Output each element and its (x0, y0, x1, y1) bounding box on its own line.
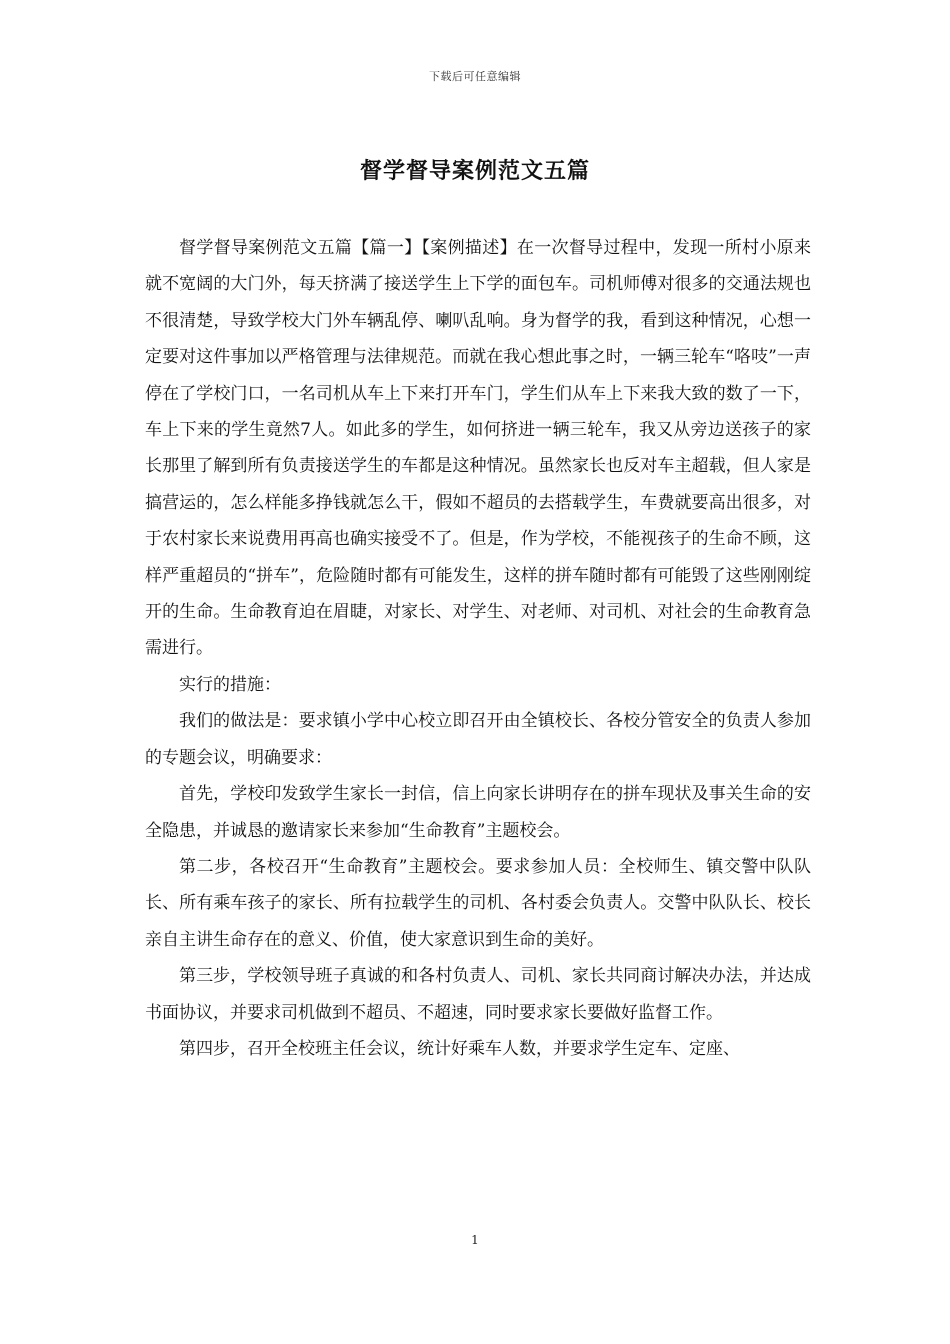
document-title: 督学督导案例范文五篇 (359, 158, 590, 184)
paragraph-step-first: 首先，学校印发致学生家长一封信，信上向家长讲明存在的拼车现状及事关生命的安全隐患，并诚恳的邀请家长来参加“生命教育”主题校会。 (145, 784, 811, 841)
page-number: 1 (471, 1233, 479, 1247)
header-note: 下载后可任意编辑 (429, 70, 521, 83)
paragraph-step-second: 第二步，各校召开“生命教育”主题校会。要求参加人员：全校师生、镇交警中队队长、所有乘车孩子的家长、所有拉载学生的司机、各村委会负责人。交警中队队长、校长亲自主讲生命存在的意义、价值，使大家意识到生命的美好。 (145, 856, 811, 950)
paragraph-measures-heading: 实行的措施： (179, 674, 281, 695)
paragraph-step-fourth: 第四步，召开全校班主任会议，统计好乘车人数，并要求学生定车、定座、 (179, 1038, 740, 1059)
paragraph-step-third: 第三步，学校领导班子真诚的和各村负责人、司机、家长共同商讨解决办法，并达成书面协议，并要求司机做到不超员、不超速，同时要求家长要做好监督工作。 (145, 966, 811, 1023)
paragraph-approach: 我们的做法是：要求镇小学中心校立即召开由全镇校长、各校分管安全的负责人参加的专题会议，明确要求： (145, 711, 811, 768)
paragraph-case-description: 督学督导案例范文五篇【篇一】【案例描述】在一次督导过程中，发现一所村小原来就不宽阔的大门外，每天挤满了接送学生上下学的面包车。司机师傅对很多的交通法规也不很清楚，导致学校大门外车辆乱停、喇叭乱响。身为督学的我，看到这种情况，心想一定要对这件事加以严格管理与法律规范。而就在我心想此事之时，一辆三轮车“咯吱”一声停在了学校门口，一名司机从车上下来打开车门，学生们从车上下来我大致的数了一下，车上下来的学生竟然7人。如此多的学生，如何挤进一辆三轮车，我又从旁边送孩子的家长那里了解到所有负责接送学生的车都是这种情况。虽然家长也反对车主超载，但人家是搞营运的，怎么样能多挣钱就怎么干，假如不超员的去搭载学生，车费就要高出很多，对于农村家长来说费用再高也确实接受不了。但是，作为学校，不能视孩子的生命不顾，这样严重超员的“拼车”，危险随时都有可能发生，这样的拼车随时都有可能毁了这些刚刚绽开的生命。生命教育迫在眉睫，对家长、对学生、对老师、对司机、对社会的生命教育急需进行。 (145, 238, 811, 659)
document-body (145, 230, 811, 1067)
